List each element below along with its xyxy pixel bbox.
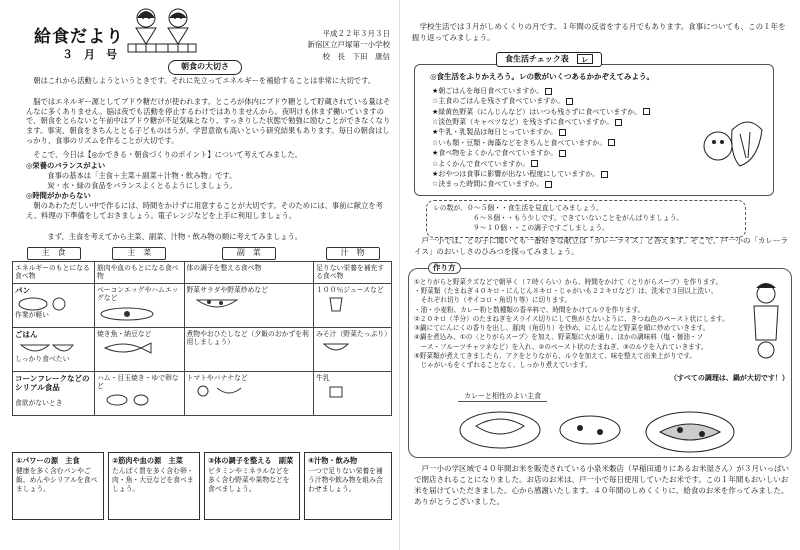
table-cell: 煮物やおひたしなど（夕飯のおかずを利用しましょう） xyxy=(184,327,314,371)
point-balance-b: 炭・水・緑の食品をバランスよくとるようにしましょう。 xyxy=(47,181,237,190)
recipe-intro: 戸一小では、どの子に聞いても一番好きな献立は「カレーライス」と答えます。そこで、戸一小の「カレーライス」のおいしさのひみつを探ってみましょう。 xyxy=(414,236,788,256)
grilled-fish-illustration xyxy=(97,340,157,356)
newsletter-header-info xyxy=(308,28,391,62)
spice-caption: （すべての調理は、鍋が大切です！） xyxy=(670,374,789,382)
table-cell: 牛乳 xyxy=(314,371,392,415)
rice-bowl-illustration xyxy=(15,341,75,355)
checklist-item: ★食べ物をよくかんで食べていますか。 xyxy=(432,148,722,158)
checklist-item: ☆淡色野菜（キャベツなど）を残さずに食べていますか。 xyxy=(432,117,722,127)
table-row xyxy=(13,327,392,371)
checkbox[interactable] xyxy=(559,129,566,136)
miso-soup-illustration xyxy=(316,340,356,356)
table-row xyxy=(13,261,392,283)
table-cell xyxy=(13,327,95,371)
recipe-step: ⑤野菜類が煮えてきましたら、アクをとりながら、ルウを加えて、味を整えて出来上がりです。 xyxy=(414,351,696,360)
recipe-step: ④鍋を煮込み、①の〈とりがらスープ〉を加え、野菜類に火が通り、ほかの調味料（塩・醤油・ソ xyxy=(414,333,704,342)
checkbox[interactable] xyxy=(643,108,650,115)
food-label: コーンフレークなどのシリアル食品 xyxy=(15,373,90,393)
checklist-item: ★牛乳・乳製品は毎日とっていますか。 xyxy=(432,127,722,137)
breakfast-menu-table xyxy=(12,246,392,416)
table-cell xyxy=(13,371,95,415)
point-balance-heading: ◎栄養のバランスがよい xyxy=(26,161,106,170)
table-row xyxy=(13,283,392,327)
egg-plate-illustration xyxy=(97,305,157,321)
checkbox[interactable] xyxy=(559,150,566,157)
paragraph-1: 朝はこれから活動しようというときです。それに先立ってエネルギーを補給することは非常に大切です。 xyxy=(33,76,376,85)
checklist-item: ★朝ごはんを毎日食べていますか。 xyxy=(432,86,722,96)
table-cell: １００％ジュースなど xyxy=(314,283,392,327)
school-name: 新宿区立戸塚第一小学校 xyxy=(307,40,390,50)
point-time-body: 朝のあわただしい中で作るには、時間をかけずに用意することが大切です。そのためには、事前に献立を考え、料理の下準備をしておきましょう。電子レンジなどを上手に利用しましょう。 xyxy=(26,201,383,220)
column-header: 主 菜 xyxy=(112,247,166,260)
paragraph-4: まず、主食を考えてから主菜、副菜、汁物・飲み物の順に考えてみましょう。 xyxy=(47,232,303,241)
checklist-title: 食生活チェック表 レ xyxy=(496,52,602,67)
checkbox[interactable] xyxy=(545,181,552,188)
checkbox[interactable] xyxy=(545,88,552,95)
paragraph-2: 脳ではエネルギー源としてブドウ糖だけが使われます。ところが体内にブドウ糖として貯蔵されている量はそんなに多くありません。脳は夜でも活動を停止するわけではありませんから、夜明けも休まず働いていますので、朝食をとらないと午前中はブドウ糖が不足気味となり、すっきりした状態で勉強に励むことができなくなります。事実、朝食をきちんととる子どものほうが、学習意欲も高いという研究結果もあります。毎日の朝食はしっかり、食事のリズムを作ることが大切です。 xyxy=(26,97,391,145)
checkbox[interactable] xyxy=(601,171,608,178)
paragraph-3: そこで、今日は【◎かできる・朝食づくりのポイント】について考えてみました。 xyxy=(33,150,303,159)
salad-illustration xyxy=(187,296,247,312)
masthead-illustration xyxy=(122,4,202,54)
column-header: 主 食 xyxy=(27,247,81,260)
curry-dishes-illustration xyxy=(440,402,740,458)
table-cell: 筋肉や血のもとになる食べ物 xyxy=(95,261,185,283)
milk-carton-illustration xyxy=(316,384,356,398)
point-time-heading: ◎時間がかからない xyxy=(26,191,91,200)
recipe-step: ・野菜類（たまねぎ４０キロ・にんじん８キロ・じゃがいも２２キロなど）は、洗米で３回以上洗い、 xyxy=(414,287,718,296)
recipe-step: それぞれ切り（サイコロ・角切り等）に切ります。 xyxy=(414,296,571,305)
checkbox[interactable] xyxy=(608,139,615,146)
right-intro: 学校生活では３月がしめくくりの月です。１年間の反省をする月でもあります。食事についても、この１年を振り返ってみましょう。 xyxy=(412,22,786,42)
checklist xyxy=(432,86,722,190)
table-cell: ベーコンエッグやハムエッグなど xyxy=(95,283,185,327)
curry-caption: カレーと相性のよい主食 xyxy=(458,392,547,402)
checklist-item: ☆主食のごはんを残さず食べていますか。 xyxy=(432,96,722,106)
recipe-steps xyxy=(414,278,744,370)
table-cell: 野菜サラダや野菜炒めなど xyxy=(184,283,314,327)
bread-illustration xyxy=(15,297,75,311)
food-label: パン xyxy=(15,285,30,295)
principal-name: 校 長 下田 康信 xyxy=(322,51,390,61)
recipe-label: 作り方 xyxy=(428,262,461,274)
check-mark-box: レ xyxy=(577,54,593,64)
table-header-row xyxy=(13,246,392,261)
column-header: 汁 物 xyxy=(326,247,380,260)
issue-date: 平成２２年３月３日 xyxy=(322,29,390,38)
closing-message: 戸一小の学区域で４０年間お米を販売されている小泉米穀店（早稲田通りにあるお米屋さん）が３月いっぱいで閉店されることになりました。お店のお米は、戸一小で毎日使用していたお米です。この１年間もおいしいお米を届けていただきました。心から感謝いたします。４０年間のしめくくりに、給食のお米を作ってみました。ありがとうございました。 xyxy=(414,464,789,506)
food-sublabel: 食欲がないとき xyxy=(15,398,63,407)
checklist-item: ☆よくかんで食べていますか。 xyxy=(432,159,722,169)
checkbox[interactable] xyxy=(566,98,573,105)
nutrient-box-side-dish: ③体の調子を整える 副菜 ビタミンやミネラルなどを多く含む野菜や果物などを食べましょう。 xyxy=(204,452,300,520)
checkbox[interactable] xyxy=(531,160,538,167)
checklist-score-note: レの数が、０～５個・・食生活を見直してみましょう。 ６～８個・・もう少しです。できていないことをがんばりましょう。 ９～１０個・・この調子ですごしましょう。 xyxy=(426,200,746,238)
recipe-step: ①とりがらと野菜クズなどで朝早く（７時くらい）から、時間をかけて（とりがらスープ）を作ります。 xyxy=(414,278,723,286)
vegetables-illustration xyxy=(700,110,770,170)
recipe-step: ・油・小麦粉、カレー粉と数種類の香辛料で、時間をかけてルウを作ります。 xyxy=(414,305,645,314)
checklist-question: ◎食生活をふりかえろう。レの数がいくつあるかかぞえてみよう。 xyxy=(430,72,655,81)
table-cell: 体の調子を整える食べ物 xyxy=(184,261,314,283)
table-cell: 足りない栄養を補充する食べ物 xyxy=(314,261,392,283)
food-label: ごはん xyxy=(15,329,38,339)
juice-glass-illustration xyxy=(316,296,356,312)
nutrient-box-staple: ①パワーの源 主食 健康を多く含むパンやご飯、めんやシリアルを食べましょう。 xyxy=(12,452,104,520)
table-row xyxy=(13,371,392,415)
section-title: 朝食の大切さ xyxy=(168,60,242,75)
recipe-step: じゃがいもをくずれることなく、しっかり煮えています。 xyxy=(414,360,592,369)
cooks-illustration xyxy=(746,280,786,370)
nutrient-box-soup: ④汁物・飲み物 一つで足りない栄養を補う汁物や飲み物を組み合わせましょう。 xyxy=(304,452,392,520)
table-cell: ハム・目玉焼き・ゆで卵など xyxy=(95,371,185,415)
table-cell: トマトやバナナなど xyxy=(184,371,314,415)
table-cell: エネルギーのもとになる食べ物 xyxy=(13,261,95,283)
nutrient-box-main-dish: ②筋肉や血の源 主菜 たんぱく質を多く含む卵・肉・魚・大豆などを食べましょう。 xyxy=(108,452,200,520)
checklist-item: ☆いも類・豆類・海藻などをきちんと食べていますか。 xyxy=(432,138,722,148)
column-header: 副 菜 xyxy=(222,247,276,260)
right-page xyxy=(400,0,800,550)
recipe-step: ②２０キロ（半分）のたまねぎをスライス切りにして焦がさないように、きつね色のペースト状にします。 xyxy=(414,314,729,323)
issue-label: ３ 月 号 xyxy=(62,48,117,61)
checklist-item: ★おやつは食事に影響が出ない程度にしていますか。 xyxy=(432,169,722,179)
ham-egg-illustration xyxy=(97,393,157,407)
tomato-banana-illustration xyxy=(187,384,247,398)
food-sublabel: 作業が軽い xyxy=(15,311,49,320)
table-cell: みそ汁（野菜たっぷり） xyxy=(314,327,392,371)
checklist-item: ☆決まった時間に食べていますか。 xyxy=(432,179,722,189)
table-cell: 焼き魚・納豆など xyxy=(95,327,185,371)
checkbox[interactable] xyxy=(615,119,622,126)
food-sublabel: しっかり食べたい xyxy=(15,355,70,364)
point-balance-a: 食事の基本は「主食＋主菜＋副菜＋汁物・飲み物」です。 xyxy=(47,171,237,180)
recipe-step: ③鍋にてにんにくの香りを出し、豚肉（角切り）を炒め、にんじんなど野菜を順に炒めていきます。 xyxy=(414,324,710,333)
table-cell xyxy=(13,283,95,327)
recipe-step: ース・フルーツチャツネなど）を入れ、②のペースト状のたまねぎ、③のルウを入れていきます。 xyxy=(414,342,708,351)
newsletter-title: 給食だより xyxy=(34,27,124,47)
checklist-item: ★緑黄色野菜（にんじんなど）はいつも残さずに食べていますか。 xyxy=(432,107,722,117)
